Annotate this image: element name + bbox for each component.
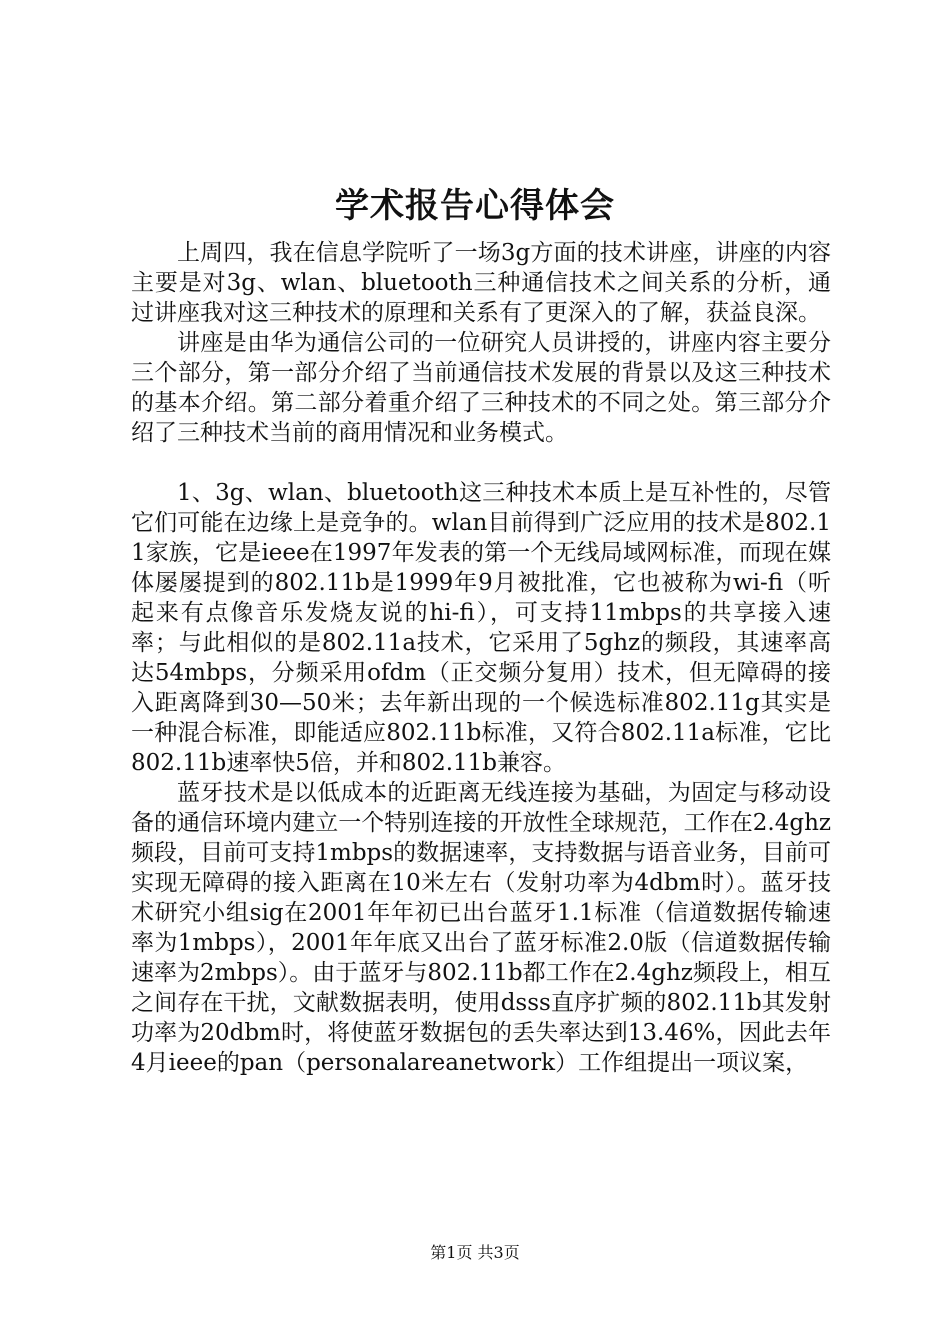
paragraph-spacer: [131, 448, 831, 478]
paragraph-intro: 上周四，我在信息学院听了一场3g方面的技术讲座，讲座的内容主要是对3g、wlan、bluetooth三种通信技术之间关系的分析，通过讲座我对这三种技术的原理和关系有了更深入的了解，获益良深。: [131, 240, 831, 326]
paragraph-lecture-overview: 讲座是由华为通信公司的一位研究人员讲授的，讲座内容主要分三个部分，第一部分介绍了当前通信技术发展的背景以及这三种技术的基本介绍。第二部分着重介绍了三种技术的不同之处。第三部分介绍了三种技术当前的商用情况和业务模式。: [131, 330, 831, 446]
document-body: [131, 238, 831, 1078]
document-title: 学术报告心得体会: [335, 186, 615, 226]
page-footer: 第1页 共3页: [430, 1243, 520, 1262]
paragraph-bluetooth: 蓝牙技术是以低成本的近距离无线连接为基础，为固定与移动设备的通信环境内建立一个特别连接的开放性全球规范，工作在2.4ghz频段，目前可支持1mbps的数据速率，支持数据与语音业务，目前可实现无障碍的接入距离在10米左右（发射功率为4dbm时）。蓝牙技术研究小组sig在2001年年初已出台蓝牙1.1标准（信道数据传输速率为1mbps），2001年年底又出台了蓝牙标准2.0版（信道数据传输速率为2mbps）。由于蓝牙与802.11b都工作在2.4ghz频段上，相互之间存在干扰，文献数据表明，使用dsss直序扩频的802.11b其发射功率为20dbm时，将使蓝牙数据包的丢失率达到13.46%，因此去年4月ieee的pan（personalareanetwork）工作组提出一项议案，: [131, 780, 831, 1076]
paragraph-wlan: 1、3g、wlan、bluetooth这三种技术本质上是互补性的，尽管它们可能在边缘上是竞争的。wlan目前得到广泛应用的技术是802.11家族，它是ieee在1997年发表的第一个无线局域网标准，而现在媒体屡屡提到的802.11b是1999年9月被批准，它也被称为wi-fi（听起来有点像音乐发烧友说的hi-fi），可支持11mbps的共享接入速率；与此相似的是802.11a技术，它采用了5ghz的频段，其速率高达54mbps，分频采用ofdm（正交频分复用）技术，但无障碍的接入距离降到30—50米；去年新出现的一个候选标准802.11g其实是一种混合标准，即能适应802.11b标准，又符合802.11a标准，它比802.11b速率快5倍，并和802.11b兼容。: [131, 480, 831, 776]
